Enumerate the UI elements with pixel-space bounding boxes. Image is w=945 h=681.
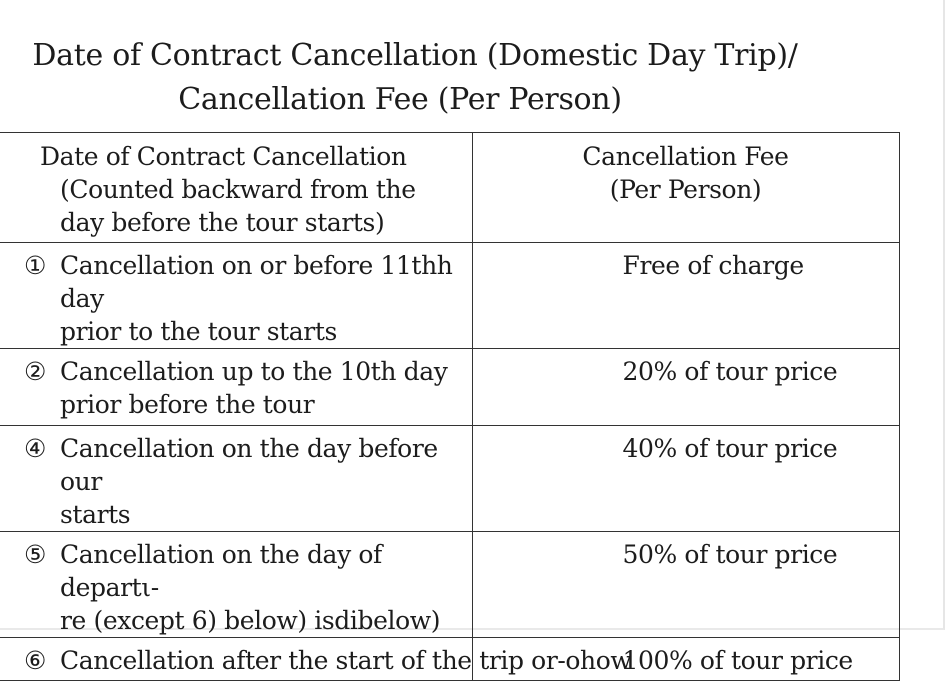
timing-text-line: prior to the tour starts (60, 317, 337, 346)
header-fee-line: (Per Person) (609, 175, 762, 204)
fee-cell: 100% of tour price (472, 638, 899, 681)
timing-text-line: Cancellation on the day of departι- (60, 540, 382, 602)
timing-text-line: prior before the tour (60, 390, 315, 419)
header-date-line: day before the tour starts) (60, 208, 385, 237)
fee-cell: 20% of tour price (472, 349, 899, 426)
timing-text-line: Cancellation after the start of the trip or-ohow (60, 646, 632, 675)
timing-text-line: re (except 6) below) isdibelow) (60, 606, 441, 635)
table-row (0, 243, 899, 349)
fee-cell: 50% of tour price (472, 532, 899, 638)
cancellation-timing-cell (0, 638, 632, 681)
table-row (0, 426, 899, 532)
fee-cell: Free of charge (472, 243, 899, 349)
header-cancellation-fee (472, 133, 899, 243)
timing-text-line: starts (60, 500, 131, 529)
circled-number-marker: ② (23, 357, 46, 386)
page-title-line-2: Cancellation Fee (Per Person) (178, 82, 622, 117)
header-fee-line: Cancellation Fee (582, 142, 789, 171)
circled-number-marker: ① (23, 251, 46, 280)
timing-text-line: Cancellation on or before 11thh day (60, 251, 453, 313)
cancellation-timing-cell (0, 532, 472, 638)
cancellation-timing-cell (0, 243, 472, 349)
circled-number-marker: ④ (23, 434, 46, 463)
header-date-line: Date of Contract Cancellation (40, 142, 407, 171)
header-date-line: (Counted backward from the (60, 175, 416, 204)
table-row (0, 638, 899, 681)
timing-text-line: Cancellation up to the 10th day (60, 357, 448, 386)
table-row (0, 349, 899, 426)
cancellation-timing-cell (0, 426, 472, 532)
circled-number-marker: ⑥ (23, 646, 46, 675)
cancellation-timing-cell (0, 349, 472, 426)
table-row (0, 532, 899, 638)
timing-text-line: Cancellation on the day before our (60, 434, 438, 496)
fee-cell: 40% of tour price (472, 426, 899, 532)
circled-number-marker: ⑤ (23, 540, 46, 569)
page-title-line-1: Date of Contract Cancellation (Domestic Day Trip)/ (32, 38, 798, 73)
table-header-row (0, 133, 899, 243)
cancellation-fee-table (0, 132, 900, 681)
header-date-of-cancellation (0, 133, 472, 243)
